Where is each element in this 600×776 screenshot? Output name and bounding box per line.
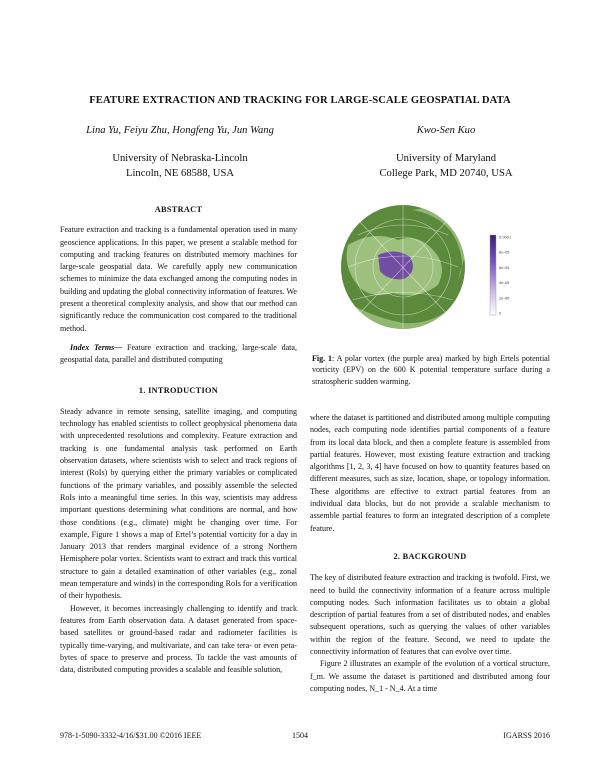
footer-conference: IGARSS 2016 bbox=[503, 731, 550, 740]
figure-caption-text: : A polar vortex (the purple area) marked by high Ertels potential vorticity (EPV) on the 600 K potential temperature surface during a stratospheric sudden warming. bbox=[312, 354, 550, 386]
abstract-heading: ABSTRACT bbox=[154, 205, 203, 214]
authors-right: Kwo-Sen Kuo bbox=[416, 125, 476, 136]
intro-heading: 1. INTRODUCTION bbox=[138, 385, 219, 395]
intro-paragraph-2: However, it becomes increasingly challenging to identify and track features from Earth observation data. A dataset generated from space-based satellites or ground-based radar and radiometer facilities is typically time-varying, and multivariate, and can take tera- or even peta-bytes of space to preserve and process. To tackle the vast amounts of data, distributed computing provides a scalable and feasible solution, bbox=[60, 603, 297, 675]
affiliation-left-line2: Lincoln, NE 68588, USA bbox=[126, 168, 234, 179]
left-column bbox=[60, 204, 297, 676]
index-terms-text: Feature extraction and tracking, large-scale data, geospatial data, parallel and distributed computing bbox=[60, 342, 297, 365]
colorbar bbox=[490, 235, 496, 315]
colorbar-tick-label: 0.0001 bbox=[499, 234, 512, 240]
index-terms-label: Index Terms— bbox=[70, 342, 123, 352]
intro-paragraph-1: Steady advance in remote sensing, satellite imaging, and computing technology has enabled scientists to collect geophysical phenomena data with unprecedented resolutions and complexity. Feature extraction and tracking is one fundamental analysis task performed on Earth observation datasets, where scientists wish to select and track regions of interest (RoIs) by querying either the primary variables or complicated functions of the primary variables, and possibly assemble the selected RoIs into a meaningful time series. In this way, scientists may address important questions determining what conditions are normal, and how those conditions (e.g., climate) might be changing over time. For example, Figure 1 shows a map of Ertel’s potential vorticity for a day in January 2013 that renders marginal evidence of a strong Northern Hemisphere polar vortex. Scientists want to extract and track this vortical structure to gain a detailed examination of other variables (e.g., zonal mean temperature and winds) in the corresponding RoIs for a verification of their hypothesis. bbox=[60, 406, 297, 601]
background-heading: 2. BACKGROUND bbox=[393, 551, 467, 561]
figure-1 bbox=[318, 205, 548, 335]
paper-title: FEATURE EXTRACTION AND TRACKING FOR LARGE-SCALE GEOSPATIAL DATA bbox=[89, 95, 511, 106]
right-column bbox=[310, 412, 550, 695]
affiliation-right-line1: University of Maryland bbox=[395, 153, 497, 164]
affiliation-left-line1: University of Nebraska-Lincoln bbox=[112, 153, 248, 164]
colorbar-tick-label: 4e-05 bbox=[499, 280, 510, 286]
affiliation-left bbox=[60, 151, 300, 181]
footer-page-number: 1504 bbox=[291, 731, 309, 740]
polar-vortex-map bbox=[318, 205, 548, 335]
figure-label: Fig. 1 bbox=[312, 354, 333, 363]
colorbar-tick-label: 8e-05 bbox=[499, 249, 510, 255]
colorbar-ticks bbox=[499, 235, 512, 316]
abstract-text: Feature extraction and tracking is a fundamental operation used in many geoscience applications. In this paper, we present a scalable method for computing and tracking features on distributed memory machines for large-scale geospatial data. We carefully apply new communication schemes to minimize the data exchanged among the computing nodes in building and updating the global connectivity information of features. We present a theoretical complexity analysis, and show that our method can significantly reduce the communication cost compared to the traditional method. bbox=[60, 225, 297, 333]
colorbar-tick-label: 0 bbox=[499, 310, 502, 316]
index-terms bbox=[60, 342, 297, 367]
affiliation-right-line2: College Park, MD 20740, USA bbox=[379, 168, 513, 179]
authors-left: Lina Yu, Feiyu Zhu, Hongfeng Yu, Jun Wang bbox=[86, 125, 274, 136]
colorbar-tick-label: 6e-05 bbox=[499, 264, 510, 270]
right-paragraph-1: where the dataset is partitioned and distributed among multiple computing nodes, each computing node identifies partial components of a feature from its local data block, and then a complete feature is assembled from partial features. However, most existing feature extraction and tracking algorithms [1, 2, 3, 4] have focused on how to quantity features based on different measures, such as size, location, shape, or topology information. These algorithms are effective to extract partial features from an individual data blocks, but do not provide a scalable mechanism to assemble partial features to form an integrated description of a complete feature. bbox=[310, 413, 550, 533]
footer-copyright: 978-1-5090-3332-4/16/$31.00 ©2016 IEEE bbox=[60, 731, 202, 740]
affiliation-right bbox=[326, 151, 566, 181]
figure-caption bbox=[312, 353, 550, 387]
background-paragraph-2: Figure 2 illustrates an example of the evolution of a vortical structure, f_m. We assume the dataset is partitioned and distributed among four computing nodes, N_1 - N_4. At a time bbox=[310, 659, 550, 693]
background-paragraph-1: The key of distributed feature extraction and tracking is twofold. First, we need to build the connectivity information of a feature across multiple computing nodes. Such information facilitates us to obtain a global description of partial features from a set of distributed nodes, and enables subsequent operations, such as querying the values of other variables within the region of the feature. Second, we need to update the connectivity information of features that can evolve over time. bbox=[310, 573, 550, 657]
colorbar-tick-label: 2e-05 bbox=[499, 295, 510, 301]
